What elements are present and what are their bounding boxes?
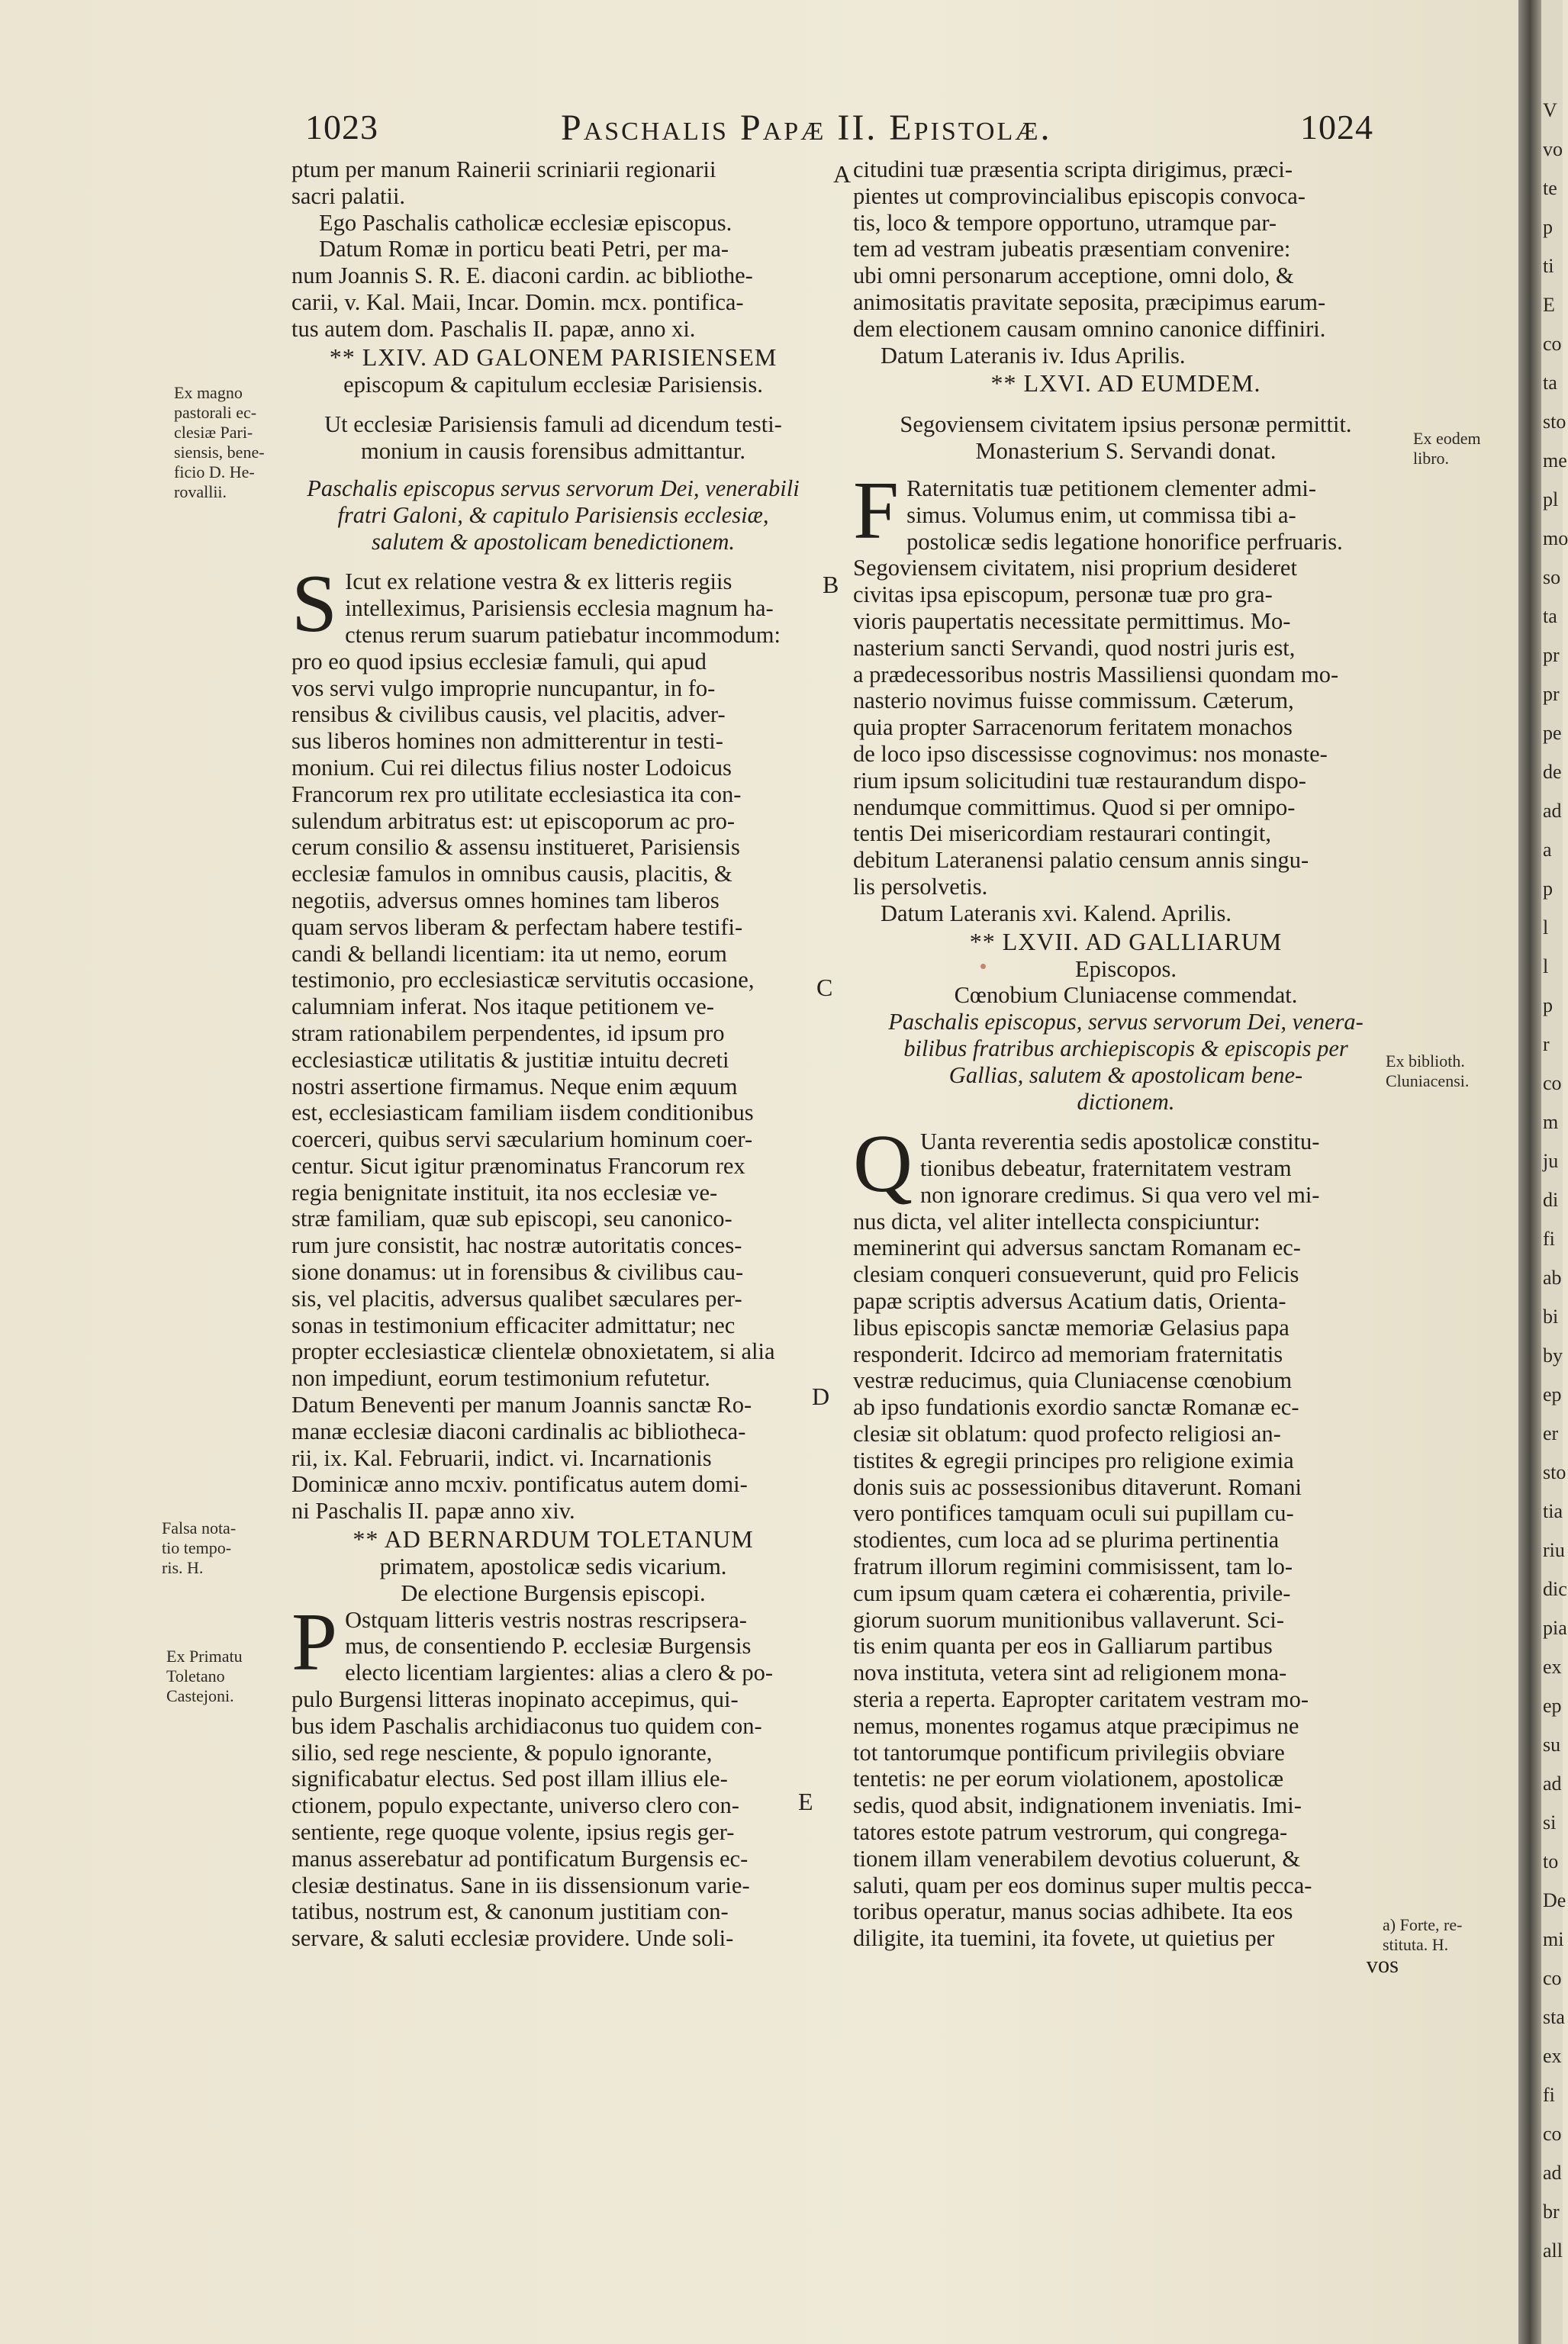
edge-fragment: dic	[1543, 1578, 1567, 1600]
letter-body: S Icut ex relatione vestra & ex litteris regiis intelleximus, Parisiensis ecclesia magnum ha- ctenus rerum suarum patiebatur incommodum: pro eo quod ipsius ecclesiæ famuli, qui apud vos servi vulgo improprie nuncupantur, in fo- rensibus & civilibus causis, vel placitis, adver- sus liberos homines non admitterentur in testi- monium. Cui rei dilectus filius noster Lodoicus Francorum rex pro utilitate ecclesiastica ita con- sulendum arbitratus est: ut episcoporum ac pro- cerum consilio & assensu institueret, Parisiensis ecclesiæ famulos in omnibus causis, placitis, & negotiis, adversus omnes homines tam liberos quam servos liberam & perfectam habere testifi- candi & bellandi licentiam: ita ut nemo, eorum testimonio, pro ecclesiasticæ servitutis occasione, calumniam inferat. Nos itaque petitionem ve- stram rationabilem perpendentes, id ipsum pro ecclesiasticæ utilitatis & justitiæ intuitu decreti nostri assertione firmamus. Neque enim æquum est, ecclesiasticam familiam iisdem conditionibus coerceri, quibus servi sæcularium hominum coer- centur. Sicut igitur prænominatus Francorum rex regia benignitate instituit, ita nos ecclesiæ ve- stræ familiam, quæ sub episcopi, seu canonico- rum jure consistit, hac nostræ autoritatis conces- sione donamus: ut in forensibus & civilibus cau- sis, vel placitis, adversus qualibet sæculares per- sonas in testimonium efficaciter admittatur; nec propter ecclesiasticæ clientelæ obnoxietatem, si alia non impediunt, eorum testimonium refutetur. Datum Beneventi per manum Joannis sanctæ Ro- manæ ecclesiæ diaconi cardinalis ac bibliotheca- rii, ix. Kal. Februarii, indict. vi. Incarnationis Dominicæ anno mcxiv. pontificatus autem domi- ni Paschalis II. papæ anno xiv.	[291, 559, 781, 1525]
edge-fragment: te	[1543, 177, 1557, 199]
edge-fragment: ex	[1543, 1656, 1562, 1678]
edge-fragment: pr	[1543, 683, 1560, 705]
margin-note-source-toletanum: Ex Primatu Toletano Castejoni.	[166, 1647, 243, 1705]
continued-line: sacri palatii.	[291, 182, 406, 209]
next-page-edge	[1541, 0, 1568, 2344]
letter-subheading: primatem, apostolicæ sedis vicarium.	[379, 1554, 727, 1580]
dating-line: carii, v. Kal. Maii, Incar. Domin. mcx. pontifica-	[291, 288, 744, 315]
right-text-column: citudini tuæ præsentia scripta dirigimus, præci- pientes ut comprovincialibus episcopis convoca- tis, loco & tempore opportuno, utramque par- tem ad vestram jubeatis præsentiam convenire: ubi omni personarum acceptione, omni dolo, & animositatis pravitate seposita, præcipimus earum- dem electionem causam omnino canonice diffiniri. Datum Lateranis iv. Idus Aprilis. ** LXVI. AD EUMDEM. Segoviensem civitatem ipsius personæ permittit. Monasterium S. Servandi donat. F Raternitatis tuæ petitionem clementer admi- simus. Volumus enim, ut commissa tibi a- postolicæ sedis legatione honorifice perfruaris. Segoviensem civitatem, nisi proprium desideret civitas ipsa episcopum, personæ tuæ pro gra- vioris paupertatis necessitate permittimus. Mo- nasterium sancti Servandi, quod nostri juris est, a prædecessoribus nostris Massiliensi quondam mo- nasterio novimus fuisse commissum. Cæterum, quia propter Sarracenorum feritatem monachos de loco ipso discessisse cognovimus: nos monaste- rium ipsum solicitudini tuæ restaurandum dispo- nendumque committimus. Quod si per omnipo- tentis Dei misericordiam restaurari contingit, debitum Lateranensi palatio censum annis singu- lis persolvetis. Datum Lateranis xvi. Kalend. Aprilis. ** LXVII. AD GALLIARUM Episcopos. Cœnobium Cluniacense commendat. Paschalis episcopus, servus servorum Dei, venera- bilibus fratribus archiepiscopis & episcopis per Gallias, salutem & apostolicam bene- dictionem. Q Uanta reverentia sedis apostolicæ constitu- tionibus debeatur, fraternitatem vestram non ignorare credimus. Si qua vero vel mi- nus dicta, vel aliter intellecta conspiciuntur: meminerint qui adversus sanctam Romanam ec- clesiam conqueri consueverunt, quid pro Felicis papæ scriptis adversus Acatium datis, Orienta- libus episcopis sanctæ memoriæ Gelasius papa responderit. Idcirco ad memoriam fraternitatis vestræ reducimus, quia Cluniacense cœnobium ab ipso fundationis exordio sanctæ Romanæ ec- clesiæ sit oblatum: quod profecto religiosi an- tistites & egregii principes pro religione eximia donis suis ac possessionibus ditaverunt. Romani vero pontifices tamquam oculi sui pupillam cu- stodientes, cum loca ad se plurima pertinentia fratrum illorum regimini commisissent, tam lo- cum ipsum quam cætera ei cohærentia, privile- giorum suorum munitionibus vallaverunt. Sci- tis enim quanta per eos in Galliarum partibus nova instituta, vetera sint ad religionem mona- steria a reperta. Eapropter caritatem vestram mo- nemus, monentes rogamus atque præcipimus ne tot tantorumque pontificum privilegiis obviare tentetis: ne per eorum violationem, apostolicæ sedis, quod absit, indignationem inveniatis. Imi- tatores estote patrum vestrorum, qui congrega- tionem illam venerabilem devotius coluerunt, & saluti, quam per eos dominus super multis pecca- toribus operatur, manus socias adhibete. Ita eos diligite, ita tuemini, ita fovete, ut quietius per vos	[853, 156, 1399, 1978]
edge-fragment: mo	[1543, 527, 1568, 549]
edge-fragment: di	[1543, 1189, 1559, 1211]
margin-note-source-galonem: Ex magno pastorali ec- clesiæ Pari- siensis, bene- ficio D. He- rovallii.	[174, 383, 265, 501]
edge-fragment: to	[1543, 1850, 1559, 1872]
letter-subheading: Episcopos.	[1074, 955, 1177, 982]
letter-summary: Ut ecclesiæ Parisiensis famuli ad dicendum testi- monium in causis forensibus admittantur.	[324, 411, 782, 465]
edge-fragment: br	[1543, 2201, 1560, 2223]
letter-subheading: episcopum & capitulum ecclesiæ Parisiensis.	[343, 371, 763, 398]
drop-cap: F	[853, 465, 900, 556]
edge-fragment: all	[1543, 2239, 1563, 2262]
drop-cap: P	[291, 1596, 338, 1688]
dating-line: Datum Lateranis iv. Idus Aprilis.	[881, 342, 1186, 369]
margin-note-cluniacensi: Ex biblioth. Cluniacensi.	[1386, 1051, 1470, 1090]
section-letter-d: D	[812, 1383, 830, 1410]
edge-fragment: sto	[1543, 1461, 1566, 1483]
edge-fragment: co	[1543, 1967, 1562, 1989]
edge-fragment: co	[1543, 333, 1562, 355]
edge-fragment: ep	[1543, 1383, 1562, 1405]
edge-fragment: fi	[1543, 2084, 1555, 2106]
edge-fragment: si	[1543, 1811, 1557, 1834]
edge-fragment: bi	[1543, 1306, 1559, 1328]
edge-fragment: de	[1543, 761, 1562, 783]
edge-fragment: pr	[1543, 644, 1560, 666]
edge-fragment: ta	[1543, 605, 1557, 627]
letter-summary: Segoviensem civitatem ipsius personæ permittit. Monasterium S. Servandi donat.	[900, 411, 1352, 465]
edge-fragment: a	[1543, 839, 1552, 861]
dating-line: Datum Romæ in porticu beati Petri, per ma-	[319, 236, 729, 262]
left-page-number: 1023	[305, 108, 378, 146]
edge-fragment: me	[1543, 449, 1567, 472]
edge-fragment: sto	[1543, 411, 1566, 433]
edge-fragment: p	[1543, 994, 1553, 1016]
edge-fragment: co	[1543, 1072, 1562, 1094]
edge-fragment: m	[1543, 1111, 1559, 1133]
edge-fragment: by	[1543, 1344, 1563, 1367]
letter-salutation: Paschalis episcopus servus servorum Dei, venerabili fratri Galoni, & capitulo Parisiensis ecclesiæ, salutem & apostolicam benedictionem.	[307, 475, 800, 555]
section-letter-b: B	[823, 571, 839, 598]
continued-line: ptum per manum Rainerii scriniarii regionarii	[291, 156, 716, 182]
letter-heading: ** AD BERNARDUM TOLETANUM	[353, 1525, 754, 1554]
margin-note-ex-eodem: Ex eodem libro.	[1413, 429, 1481, 468]
dating-line: Datum Lateranis xvi. Kalend. Aprilis.	[881, 900, 1232, 926]
running-title: Paschalis Papæ II. Epistolæ.	[561, 108, 1052, 148]
edge-fragment: ti	[1543, 255, 1554, 277]
edge-fragment: r	[1543, 1033, 1550, 1055]
edge-fragment: ad	[1543, 1772, 1562, 1795]
edge-fragment: ab	[1543, 1267, 1562, 1289]
edge-fragment: E	[1543, 294, 1555, 316]
edge-fragment: er	[1543, 1422, 1559, 1444]
edge-fragment: De	[1543, 1889, 1566, 1911]
letter-heading: ** LXVII. AD GALLIARUM	[969, 927, 1283, 955]
edge-fragment: l	[1543, 955, 1549, 977]
left-text-column	[291, 156, 815, 1952]
edge-fragment: pl	[1543, 488, 1559, 510]
edge-fragment: V	[1543, 99, 1557, 121]
letter-body: P Ostquam litteris vestris nostras rescripsera- mus, de consentiendo P. ecclesiæ Burgensis electo licentiam largientes: alias a clero & po- pulo Burgensi litteras inopinato accepimus, qui- bus idem Paschalis archidiaconus tuo quidem con- silio, sed rege nesciente, & populo ignorante, significabatur electus. Sed post illam illius ele- ctionem, populo expectante, universo clero con- sentiente, rege quoque volente, ipsius regis ger- manus asserebatur ad pontificatum Burgensis ec- clesiæ destinatus. Sane in iis dissensionum varie- tatibus, nostrum est, & canonum justitiam con- servare, & saluti ecclesiæ providere. Unde soli-	[291, 1596, 773, 1952]
edge-fragment: su	[1543, 1734, 1561, 1756]
edge-fragment: mi	[1543, 1928, 1564, 1950]
letter-body: Q Uanta reverentia sedis apostolicæ constitu- tionibus debeatur, fraternitatem vestram non ignorare credimus. Si qua vero vel mi- nus dicta, vel aliter intellecta conspiciuntur: meminerint qui adversus sanctam Romanam ec- clesiam conqueri consueverunt, quid pro Felicis papæ scriptis adversus Acatium datis, Orienta- libus episcopis sanctæ memoriæ Gelasius papa responderit. Idcirco ad memoriam fraternitatis vestræ reducimus, quia Cluniacense cœnobium ab ipso fundationis exordio sanctæ Romanæ ec- clesiæ sit oblatum: quod profecto religiosi an- tistites & egregii principes pro religione eximia donis suis ac possessionibus ditaverunt. Romani vero pontifices tamquam oculi sui pupillam cu- stodientes, cum loca ad se plurima pertinentia fratrum illorum regimini commisissent, tam lo- cum ipsum quam cætera ei cohærentia, privile- giorum suorum munitionibus vallaverunt. Sci- tis enim quanta per eos in Galliarum partibus nova instituta, vetera sint ad religionem mona- steria a reperta. Eapropter caritatem vestram mo- nemus, monentes rogamus atque præcipimus ne tot tantorumque pontificum privilegiis obviare tentetis: ne per eorum violationem, apostolicæ sedis, quod absit, indignationem inveniatis. Imi- tatores estote patrum vestrorum, qui congrega- tionem illam venerabilem devotius coluerunt, & saluti, quam per eos dominus super multis pecca- toribus operatur, manus socias adhibete. Ita eos diligite, ita tuemini, ita fovete, ut quietius per vos	[853, 1119, 1399, 1978]
section-letter-a: A	[833, 160, 852, 188]
edge-fragment: co	[1543, 2123, 1562, 2145]
edge-fragment: ad	[1543, 2162, 1562, 2184]
edge-fragment: p	[1543, 216, 1553, 238]
right-page-number: 1024	[1300, 108, 1373, 146]
edge-fragment: vo	[1543, 138, 1563, 160]
footnote-forte: a) Forte, re- stituta. H.	[1383, 1915, 1463, 1954]
edge-fragment: ep	[1543, 1695, 1562, 1717]
signature-line: Ego Paschalis catholicæ ecclesiæ episcopus.	[319, 209, 732, 236]
drop-cap: S	[291, 559, 338, 650]
letter-summary: De electione Burgensis episcopi.	[401, 1579, 706, 1606]
letter-body: F Raternitatis tuæ petitionem clementer admi- simus. Volumus enim, ut commissa tibi a- postolicæ sedis legatione honorifice perfruaris. Segoviensem civitatem, nisi proprium desideret civitas ipsa episcopum, personæ tuæ pro gra- vioris paupertatis necessitate permittimus. Mo- nasterium sancti Servandi, quod nostri juris est, a prædecessoribus nostris Massiliensi quondam mo- nasterio novimus fuisse commissum. Cæterum, quia propter Sarracenorum feritatem monachos de loco ipso discessisse cognovimus: nos monaste- rium ipsum solicitudini tuæ restaurandum dispo- nendumque committimus. Quod si per omnipo- tentis Dei misericordiam restaurari contingit, debitum Lateranensi palatio censum annis singu- lis persolvetis. Datum Lateranis xvi. Kalend. Aprilis.	[853, 475, 1399, 927]
section-letter-c: C	[816, 974, 833, 1001]
edge-fragment: ta	[1543, 372, 1557, 394]
edge-fragment: so	[1543, 566, 1561, 588]
edge-fragment: p	[1543, 877, 1553, 900]
edge-fragment: fi	[1543, 1228, 1555, 1250]
dating-line: num Joannis S. R. E. diaconi cardin. ac bibliothe-	[291, 262, 753, 289]
edge-fragment: pia	[1543, 1617, 1567, 1639]
edge-fragment: ex	[1543, 2045, 1562, 2067]
letter-summary: Cœnobium Cluniacense commendat.	[954, 982, 1298, 1009]
edge-fragment: ad	[1543, 800, 1562, 822]
edge-fragment: riu	[1543, 1539, 1565, 1561]
letter-heading: ** LXIV. AD GALONEM PARISIENSEM	[329, 343, 778, 371]
edge-fragment: pe	[1543, 722, 1562, 744]
edge-fragment: ju	[1543, 1150, 1559, 1172]
section-letter-e: E	[798, 1788, 813, 1815]
edge-fragment: l	[1543, 916, 1549, 939]
dating-line: tus autem dom. Paschalis II. papæ, anno xi.	[291, 315, 696, 342]
edge-fragment: sta	[1543, 2006, 1565, 2028]
margin-note-false-date: Falsa nota- tio tempo- ris. H.	[162, 1518, 237, 1577]
edge-fragment: tia	[1543, 1500, 1563, 1522]
drop-cap: Q	[853, 1119, 913, 1210]
book-spine-gutter	[1518, 0, 1541, 2344]
letter-heading: ** LXVI. AD EUMDEM.	[990, 369, 1261, 398]
letter-salutation: Paschalis episcopus, servus servorum Dei, venera- bilibus fratribus archiepiscopis & episcopis per Gallias, salutem & apostolicam bene- dictionem.	[888, 1009, 1364, 1115]
